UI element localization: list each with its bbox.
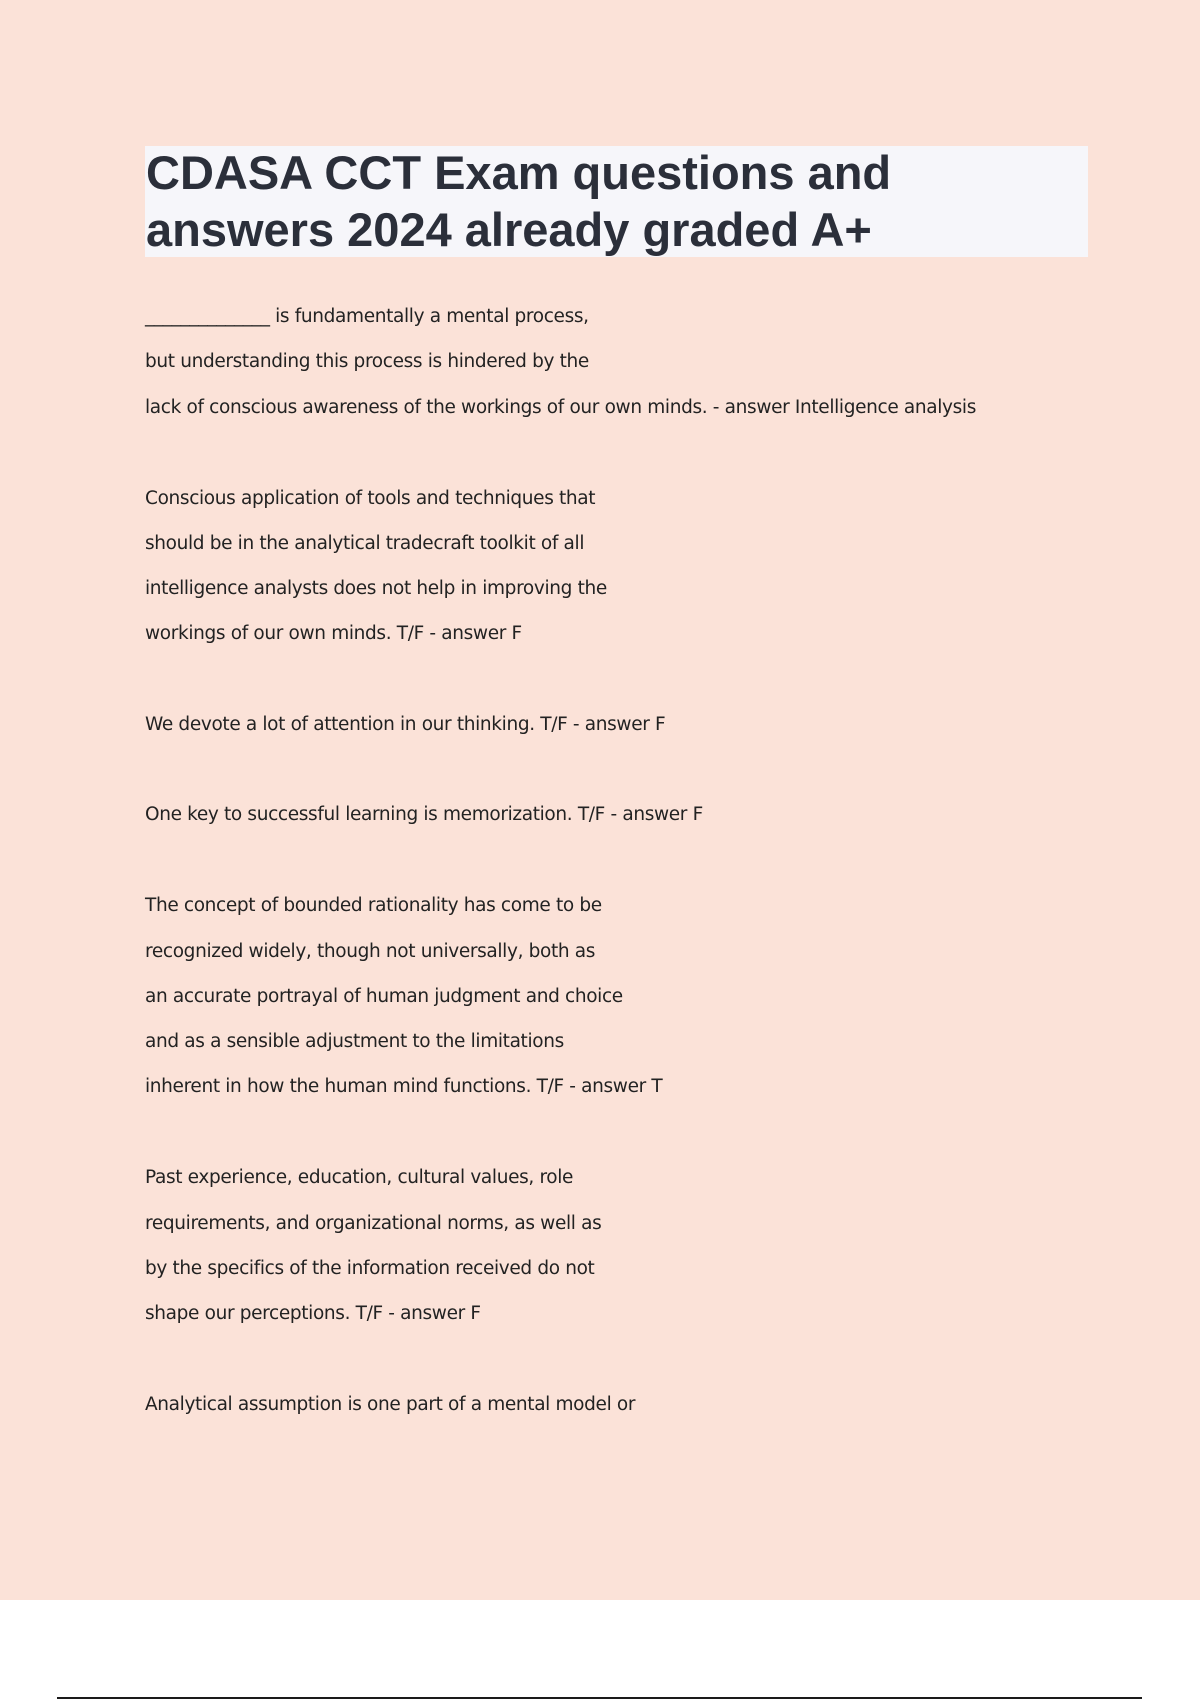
question-2-line-3: intelligence analysts does not help in improving the <box>145 578 607 599</box>
question-2-line-4: workings of our own minds. T/F - answer F <box>145 623 522 644</box>
question-5-line-5: inherent in how the human mind functions. T/F - answer T <box>145 1076 663 1097</box>
question-2-line-2: should be in the analytical tradecraft toolkit of all <box>145 533 585 554</box>
question-6-line-2: requirements, and organizational norms, as well as <box>145 1213 602 1234</box>
question-7-line-1: Analytical assumption is one part of a mental model or <box>145 1394 636 1415</box>
question-5-line-3: an accurate portrayal of human judgment and choice <box>145 986 623 1007</box>
document-title: CDASA CCT Exam questions and answers 2024 already graded A+ <box>146 146 892 256</box>
question-5-line-2: recognized widely, though not universally, both as <box>145 941 596 962</box>
question-4-line-1: One key to successful learning is memorization. T/F - answer F <box>145 804 703 825</box>
question-1-line-1: ______________ is fundamentally a mental process, <box>145 306 589 327</box>
question-6-line-1: Past experience, education, cultural values, role <box>145 1167 574 1188</box>
question-5-line-1: The concept of bounded rationality has come to be <box>145 895 602 916</box>
question-6-line-3: by the specifics of the information received do not <box>145 1258 595 1279</box>
question-3-line-1: We devote a lot of attention in our thinking. T/F - answer F <box>145 714 666 735</box>
question-5-line-4: and as a sensible adjustment to the limitations <box>145 1031 564 1052</box>
question-6-line-4: shape our perceptions. T/F - answer F <box>145 1303 481 1324</box>
question-1-line-2: but understanding this process is hindered by the <box>145 351 589 372</box>
question-1-line-3: lack of conscious awareness of the workings of our own minds. - answer Intelligence analysis <box>145 397 976 418</box>
footer-divider <box>57 1697 1142 1699</box>
question-2-line-1: Conscious application of tools and techniques that <box>145 488 596 509</box>
